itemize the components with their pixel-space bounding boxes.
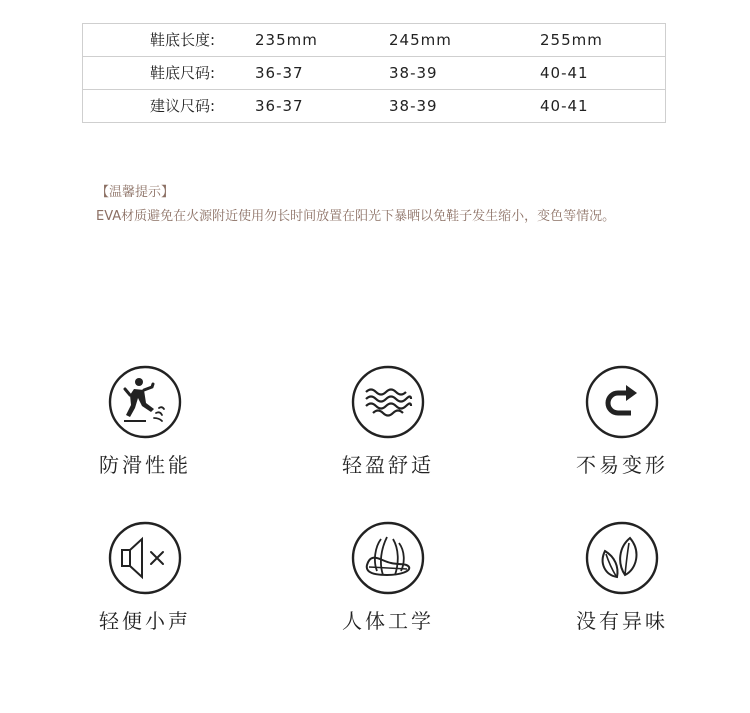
feature-label: 人体工学 [342, 609, 434, 633]
redo-arrow-icon [585, 365, 659, 439]
cell-value: 235mm [255, 31, 318, 49]
feature-label: 轻盈舒适 [342, 453, 434, 477]
wave-icon [351, 365, 425, 439]
feature-no-deform [552, 365, 692, 478]
row-label: 鞋底长度: [150, 31, 216, 49]
row-label: 鞋底尺码: [150, 64, 216, 82]
feature-label: 轻便小声 [99, 609, 191, 633]
feature-anti-slip [75, 365, 215, 478]
feature-label: 没有异味 [576, 609, 668, 633]
feature-label: 防滑性能 [99, 453, 191, 477]
feature-lightweight [318, 365, 458, 478]
ergonomic-icon [351, 521, 425, 595]
feature-quiet [75, 521, 215, 634]
size-table [82, 23, 666, 123]
cell-value: 245mm [389, 31, 452, 49]
tips-title: 【温馨提示】 [96, 185, 175, 200]
cell-value: 36-37 [255, 97, 304, 115]
size-row-suggested [83, 90, 665, 122]
feature-label: 不易变形 [576, 453, 668, 477]
cell-value: 40-41 [540, 64, 589, 82]
size-row-length [83, 24, 665, 57]
size-row-sole-size [83, 57, 665, 90]
cell-value: 38-39 [389, 64, 438, 82]
anti-slip-icon [108, 365, 182, 439]
cell-value: 36-37 [255, 64, 304, 82]
feature-ergonomic [318, 521, 458, 634]
feature-odorless [552, 521, 692, 634]
leaves-icon [585, 521, 659, 595]
cell-value: 38-39 [389, 97, 438, 115]
cell-value: 255mm [540, 31, 603, 49]
tips-text: EVA材质避免在火源附近使用勿长时间放置在阳光下暴晒以免鞋子发生缩小，变色等情况。 [96, 209, 616, 224]
row-label: 建议尺码: [150, 97, 216, 115]
cell-value: 40-41 [540, 97, 589, 115]
mute-speaker-icon [108, 521, 182, 595]
